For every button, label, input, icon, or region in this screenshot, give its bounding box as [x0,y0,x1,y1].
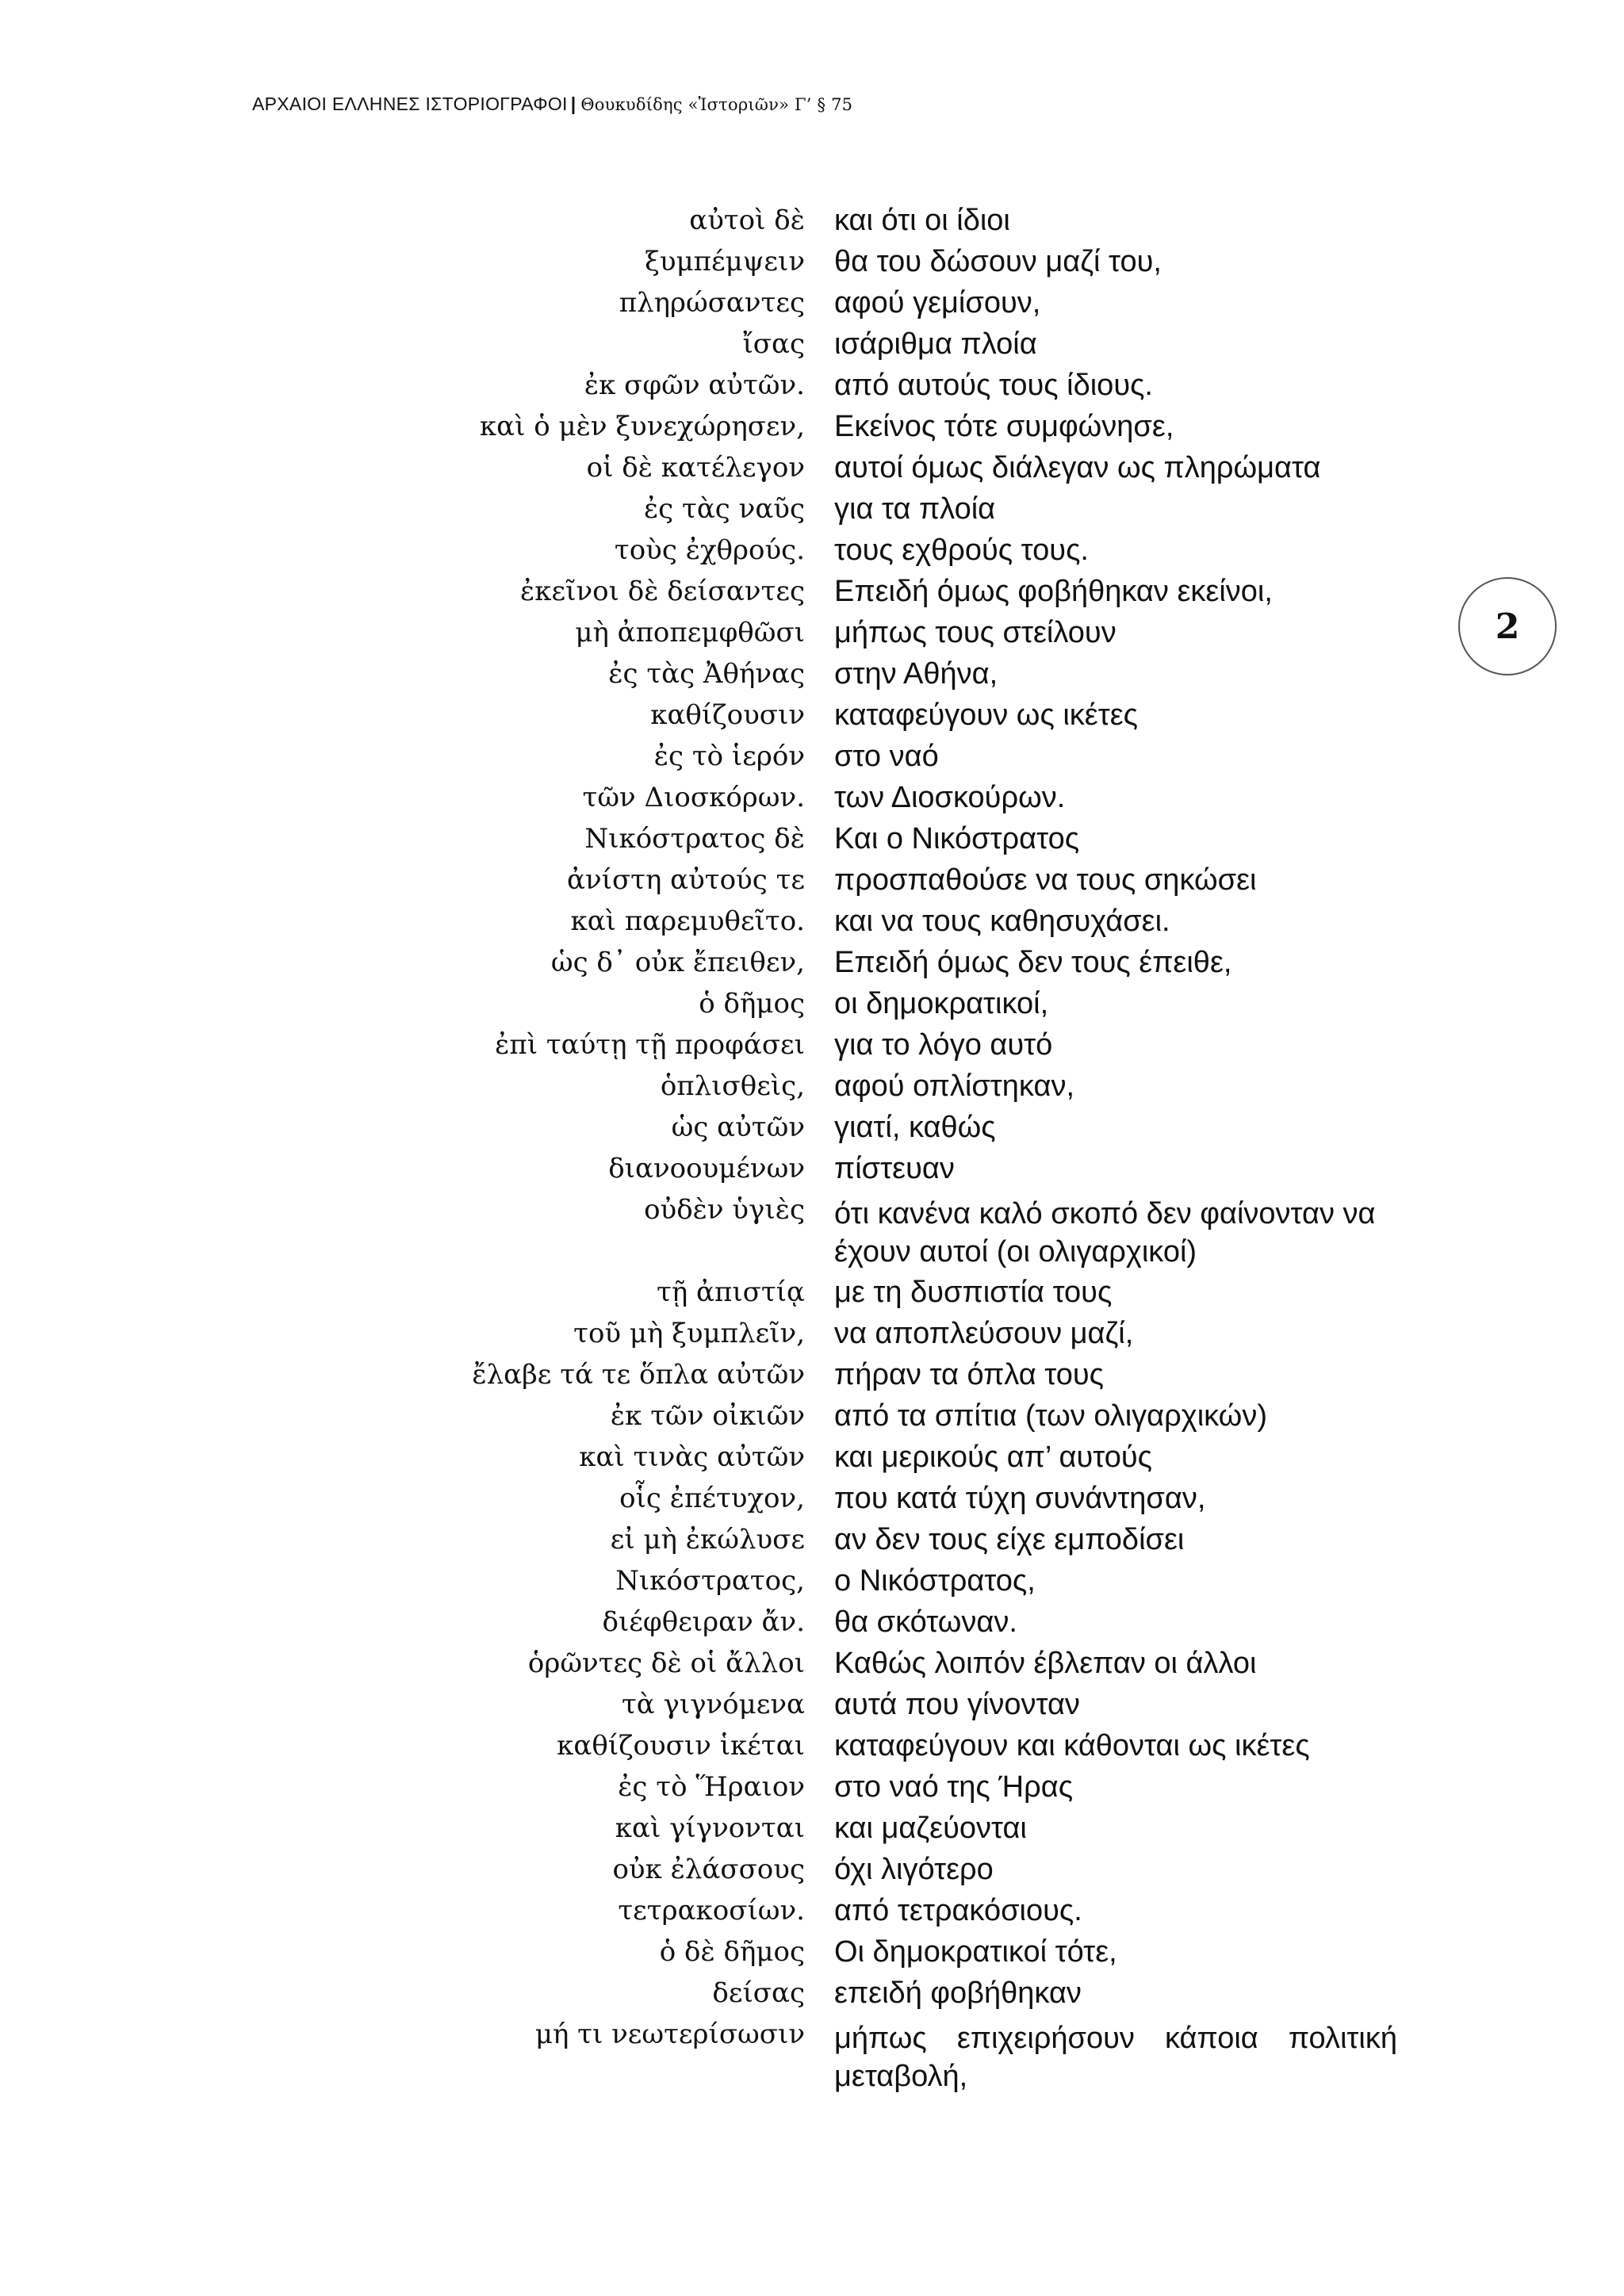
text-line [0,1107,1624,1148]
text-line [0,777,1624,818]
text-line [0,447,1624,488]
modern-greek-translation: να αποπλεύσουν μαζί, [834,1317,1134,1350]
ancient-greek-text: καὶ γίγνονται [615,1812,805,1844]
text-line [0,818,1624,859]
ancient-greek-text: ἐκεῖνοι δὲ δείσαντες [520,576,805,607]
ancient-greek-text: ἐκ σφῶν αὐτῶν. [584,369,805,401]
text-line [0,1478,1624,1519]
ancient-greek-text: καὶ ὁ μὲν ξυνεχώρησεν, [479,411,805,442]
modern-greek-translation: οι δημοκρατικοί, [834,987,1049,1020]
modern-greek-translation: Καθώς λοιπόν έβλεπαν οι άλλοι [834,1647,1257,1680]
text-line [0,241,1624,282]
ancient-greek-text: οἱ δὲ κατέλεγον [586,452,805,484]
ancient-greek-text: τετρακοσίων. [618,1895,805,1927]
ancient-greek-text: ὁ δὲ δῆμος [659,1936,805,1968]
text-line [0,323,1624,365]
modern-greek-translation: πήραν τα όπλα τους [834,1358,1104,1391]
text-line [0,1643,1624,1684]
modern-greek-translation: αν δεν τους είχε εμποδίσει [834,1523,1185,1556]
text-line [0,653,1624,695]
ancient-greek-text: διέφθειραν ἄν. [602,1606,805,1638]
modern-greek-translation: θα σκότωναν. [834,1605,1017,1639]
modern-greek-translation: αφού γεμίσουν, [834,286,1041,320]
modern-greek-translation: Εκείνος τότε συμφώνησε, [834,410,1174,443]
ancient-greek-text: οὐκ ἐλάσσους [612,1854,805,1885]
modern-greek-translation: Οι δημοκρατικοί τότε, [834,1935,1117,1969]
modern-greek-translation: στο ναό της Ήρας [834,1770,1074,1804]
modern-greek-translation: μήπως τους στείλουν [834,616,1116,649]
modern-greek-translation: πίστευαν [834,1152,955,1185]
text-line [0,200,1624,241]
text-line [0,488,1624,530]
text-line [0,406,1624,447]
ancient-greek-text: εἰ μὴ ἐκώλυσε [610,1524,805,1556]
section-number-badge: 2 [1458,577,1557,675]
text-line [0,282,1624,323]
modern-greek-translation: στην Αθήνα, [834,657,998,691]
ancient-greek-text: ἔλαβε τά τε ὅπλα αὐτῶν [472,1359,805,1391]
text-line [0,1808,1624,1849]
modern-greek-translation: καταφεύγουν και κάθονται ως ικέτες [834,1729,1310,1762]
text-line [0,1313,1624,1354]
modern-greek-translation: με τη δυσπιστία τους [834,1276,1113,1309]
ancient-greek-text: καὶ παρεμυθεῖτο. [570,905,805,937]
ancient-greek-text: πληρώσαντες [619,287,805,319]
text-line [0,612,1624,653]
text-line [0,1890,1624,1931]
modern-greek-translation: αφού οπλίστηκαν, [834,1070,1074,1103]
ancient-greek-text: οὐδὲν ὑγιὲς [644,1194,805,1226]
ancient-greek-text: ἐς τὰς Ἀθήνας [608,658,805,690]
text-line [0,1684,1624,1725]
modern-greek-translation: ο Νικόστρατος, [834,1564,1036,1598]
modern-greek-translation: καταφεύγουν ως ικέτες [834,698,1138,732]
modern-greek-translation: στο ναό [834,740,939,773]
text-line [0,1849,1624,1890]
modern-greek-translation: ισάριθμα πλοία [834,327,1037,361]
ancient-greek-text: καὶ τινὰς αὐτῶν [579,1441,805,1473]
modern-greek-translation: για το λόγο αυτό [834,1028,1053,1062]
modern-greek-translation: και μαζεύονται [834,1812,1027,1845]
header-separator: | [570,94,576,114]
ancient-greek-text: αὐτοὶ δὲ [689,205,805,236]
ancient-greek-text: Νικόστρατος, [615,1565,805,1597]
text-line [0,736,1624,777]
modern-greek-translation: θα του δώσουν μαζί του, [834,245,1162,278]
ancient-greek-text: τὰ γιγνόμενα [621,1689,805,1720]
text-line [0,983,1624,1024]
ancient-greek-text: ἀνίστη αὐτούς τε [566,864,805,896]
ancient-greek-text: διανοουμένων [608,1153,805,1184]
text-line [0,1766,1624,1808]
modern-greek-translation: από τα σπίτια (των ολιγαρχικών) [834,1399,1268,1433]
ancient-greek-text: καθίζουσιν [650,699,805,731]
text-line [0,1066,1624,1107]
ancient-greek-text: ἐς τὸ Ἥραιον [618,1771,805,1803]
ancient-greek-text: ὡς δ᾽ οὐκ ἔπειθεν, [550,947,805,978]
ancient-greek-text: καθίζουσιν ἱκέται [557,1730,805,1762]
ancient-greek-text: τοὺς ἐχθρούς. [614,534,805,566]
ancient-greek-text: ξυμπέμψειν [645,246,805,277]
text-line [0,1601,1624,1643]
ancient-greek-text: Νικόστρατος δὲ [584,823,805,855]
modern-greek-translation: γιατί, καθώς [834,1111,996,1144]
ancient-greek-text: ἴσας [742,328,805,360]
modern-greek-translation: για τα πλοία [834,492,996,526]
text-line [0,1437,1624,1478]
ancient-greek-text: τοῦ μὴ ξυμπλεῖν, [573,1318,805,1349]
text-line [0,859,1624,901]
series-title: ΑΡΧΑΙΟΙ ΕΛΛΗΝΕΣ ΙΣΤΟΡΙΟΓΡΑΦΟΙ [252,94,568,114]
work-reference: Θουκυδίδης «Ἱστοριῶν» Γ’ § 75 [580,95,853,114]
modern-greek-translation: όχι λιγότερο [834,1853,994,1886]
modern-greek-translation: αυτά που γίνονταν [834,1688,1080,1721]
modern-greek-translation: από αυτούς τους ίδιους. [834,369,1153,402]
parallel-text [0,200,1624,2096]
ancient-greek-text: τῶν Διοσκόρων. [582,782,805,813]
ancient-greek-text: μὴ ἀποπεμφθῶσι [575,617,805,649]
ancient-greek-text: μή τι νεωτερίσωσιν [534,2019,805,2050]
modern-greek-translation: Επειδή όμως δεν τους έπειθε, [834,946,1232,979]
text-line [0,571,1624,612]
text-line [0,1519,1624,1560]
text-line [0,365,1624,406]
modern-greek-translation: από τετρακόσιους. [834,1894,1082,1927]
running-header [252,94,852,115]
text-line [0,1148,1624,1189]
modern-greek-translation: επειδή φοβήθηκαν [834,1976,1082,2010]
ancient-greek-text: ἐς τὸ ἱερόν [653,740,805,772]
modern-greek-translation: Και ο Νικόστρατος [834,822,1080,855]
text-line [0,1973,1624,2014]
modern-greek-translation: Επειδή όμως φοβήθηκαν εκείνοι, [834,575,1273,608]
ancient-greek-text: ὁρῶντες δὲ οἱ ἄλλοι [527,1647,805,1679]
text-line [0,1725,1624,1766]
modern-greek-translation: προσπαθούσε να τους σηκώσει [834,863,1257,897]
text-line [0,1395,1624,1437]
modern-greek-translation: και ότι οι ίδιοι [834,204,1010,237]
modern-greek-translation: και να τους καθησυχάσει. [834,905,1170,938]
text-line [0,1560,1624,1601]
ancient-greek-text: ὁπλισθεὶς, [660,1070,805,1102]
text-line [0,901,1624,942]
text-line [0,1272,1624,1313]
modern-greek-translation: που κατά τύχη συνάντησαν, [834,1482,1206,1515]
ancient-greek-text: ὡς αὐτῶν [671,1112,805,1143]
ancient-greek-text: ἐπὶ ταύτῃ τῇ προφάσει [495,1029,805,1061]
ancient-greek-text: δείσας [712,1977,805,2009]
text-line [0,942,1624,983]
text-line [0,530,1624,571]
modern-greek-translation: των Διοσκούρων. [834,781,1066,814]
ancient-greek-text: ἐς τὰς ναῦς [643,493,805,525]
text-line [0,1024,1624,1066]
text-line [0,695,1624,736]
ancient-greek-text: οἷς ἐπέτυχον, [619,1483,805,1514]
ancient-greek-text: ἐκ τῶν οἰκιῶν [610,1400,805,1432]
text-line [0,1354,1624,1395]
modern-greek-translation: αυτοί όμως διάλεγαν ως πληρώματα [834,451,1321,484]
modern-greek-translation: μήπως επιχειρήσουν κάποια πολιτική μεταβολή, [834,2022,1397,2093]
text-line [0,1189,1624,1272]
modern-greek-translation: τους εχθρούς τους. [834,534,1089,567]
text-line [0,2014,1624,2096]
ancient-greek-text: ὁ δῆμος [699,988,805,1020]
text-line [0,1931,1624,1973]
ancient-greek-text: τῇ ἀπιστίᾳ [657,1276,805,1308]
modern-greek-translation: ότι κανένα καλό σκοπό δεν φαίνονταν να έχουν αυτοί (οι ολιγαρχικοί) [834,1197,1376,1269]
modern-greek-translation: και μερικούς απ’ αυτούς [834,1441,1152,1474]
